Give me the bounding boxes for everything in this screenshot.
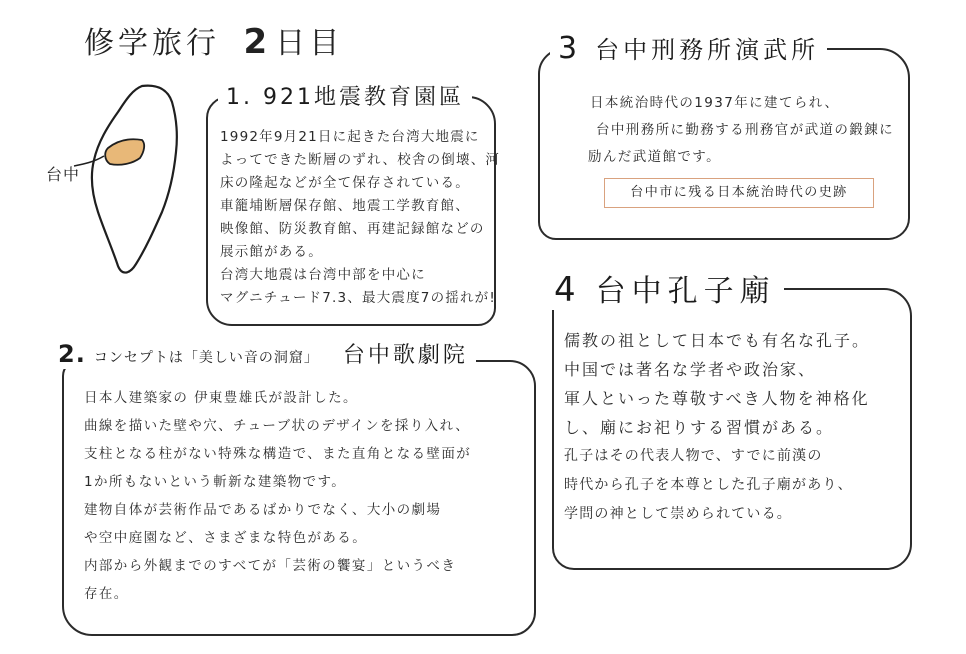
section1-line: 1992年9月21日に起きた台湾大地震に (220, 129, 480, 145)
section1-body (220, 126, 501, 310)
section2-line: 支柱となる柱がない特殊な構造で、また直角となる壁面が (84, 446, 472, 462)
section2-title: 台中歌劇院 (342, 343, 468, 368)
section2-heading (50, 338, 476, 369)
section4-line: 軍人といった尊敬すべき人物を神格化 (564, 389, 870, 408)
section4-line: 学問の神として崇められている。 (564, 506, 792, 522)
section3-highlight-box: 台中市に残る日本統治時代の史跡 (604, 178, 874, 208)
section2-line: 内部から外観までのすべてが「芸術の饗宴」というべき (84, 558, 457, 574)
section4-heading (546, 266, 784, 310)
section2-line: 建物自体が芸術作品であるばかりでなく、大小の劇場 (84, 502, 442, 518)
section4-line: 儒教の祖として日本でも有名な孔子。 (564, 331, 871, 350)
map-label-taichung: 台中 (46, 165, 81, 184)
section2-line: 存在。 (84, 586, 129, 602)
section1-title: 921地震教育園區 (263, 85, 464, 110)
section3-line: 台中刑務所に勤務する刑務官が武道の鍛錬に (596, 122, 894, 138)
section4-line: 中国では著名な学者や政治家、 (564, 360, 817, 379)
section2-line: 日本人建築家の 伊東豊雄氏が設計した。 (84, 390, 358, 406)
section3-line: 励んだ武道館です。 (588, 149, 722, 165)
section3-body (590, 90, 900, 171)
taiwan-map (70, 80, 210, 280)
section4-body (564, 326, 904, 529)
section2-number: 2. (58, 340, 86, 368)
section3-line: 日本統治時代の1937年に建てられ、 (590, 95, 840, 111)
section1-line: 車籠埔断層保存館、地震工学教育館、 (220, 198, 470, 214)
taiwan-map-icon (70, 80, 210, 280)
section1-number: 1. (226, 85, 253, 110)
section3-title: 台中刑務所演武所 (595, 36, 820, 64)
section4-line: 時代から孔子を本尊とした孔子廟があり、 (564, 477, 853, 493)
section4-title: 台中孔子廟 (595, 274, 776, 309)
section4-number: 4 (554, 270, 582, 310)
page-title-prefix: 修学旅行 (84, 26, 220, 61)
section4-line: 孔子はその代表人物で、すでに前漢の (564, 448, 823, 464)
page-title-day-number: 2 (243, 22, 272, 62)
section1-line: マグニチュード7.3、最大震度7の揺れが! (220, 290, 496, 306)
section1-line: 映像館、防災教育館、再建記録館などの (220, 221, 485, 237)
section1-line: 台湾大地震は台湾中部を中心に (220, 267, 426, 283)
section2-line: や空中庭園など、さまざまな特色がある。 (84, 530, 368, 546)
section4-line: し、廟にお祀りする習慣がある。 (564, 418, 835, 437)
section1-line: よってできた断層のずれ、校舎の倒壊、河 (220, 152, 501, 168)
section2-line: 曲線を描いた壁や穴、チューブ状のデザインを採り入れ、 (84, 418, 471, 434)
section1-line: 床の隆起などが全て保存されている。 (220, 175, 470, 191)
section1-heading (218, 80, 472, 111)
section2-body (84, 384, 524, 608)
page-title (84, 18, 343, 62)
page-title-day-suffix: 日目 (275, 26, 344, 61)
section2-line: 1か所もないという斬新な建築物です。 (84, 474, 347, 490)
section2-subtitle: コンセプトは「美しい音の洞窟」 (93, 350, 319, 366)
section3-number: 3 (558, 31, 582, 66)
section1-line: 展示館がある。 (220, 244, 323, 260)
section3-heading (550, 30, 827, 66)
